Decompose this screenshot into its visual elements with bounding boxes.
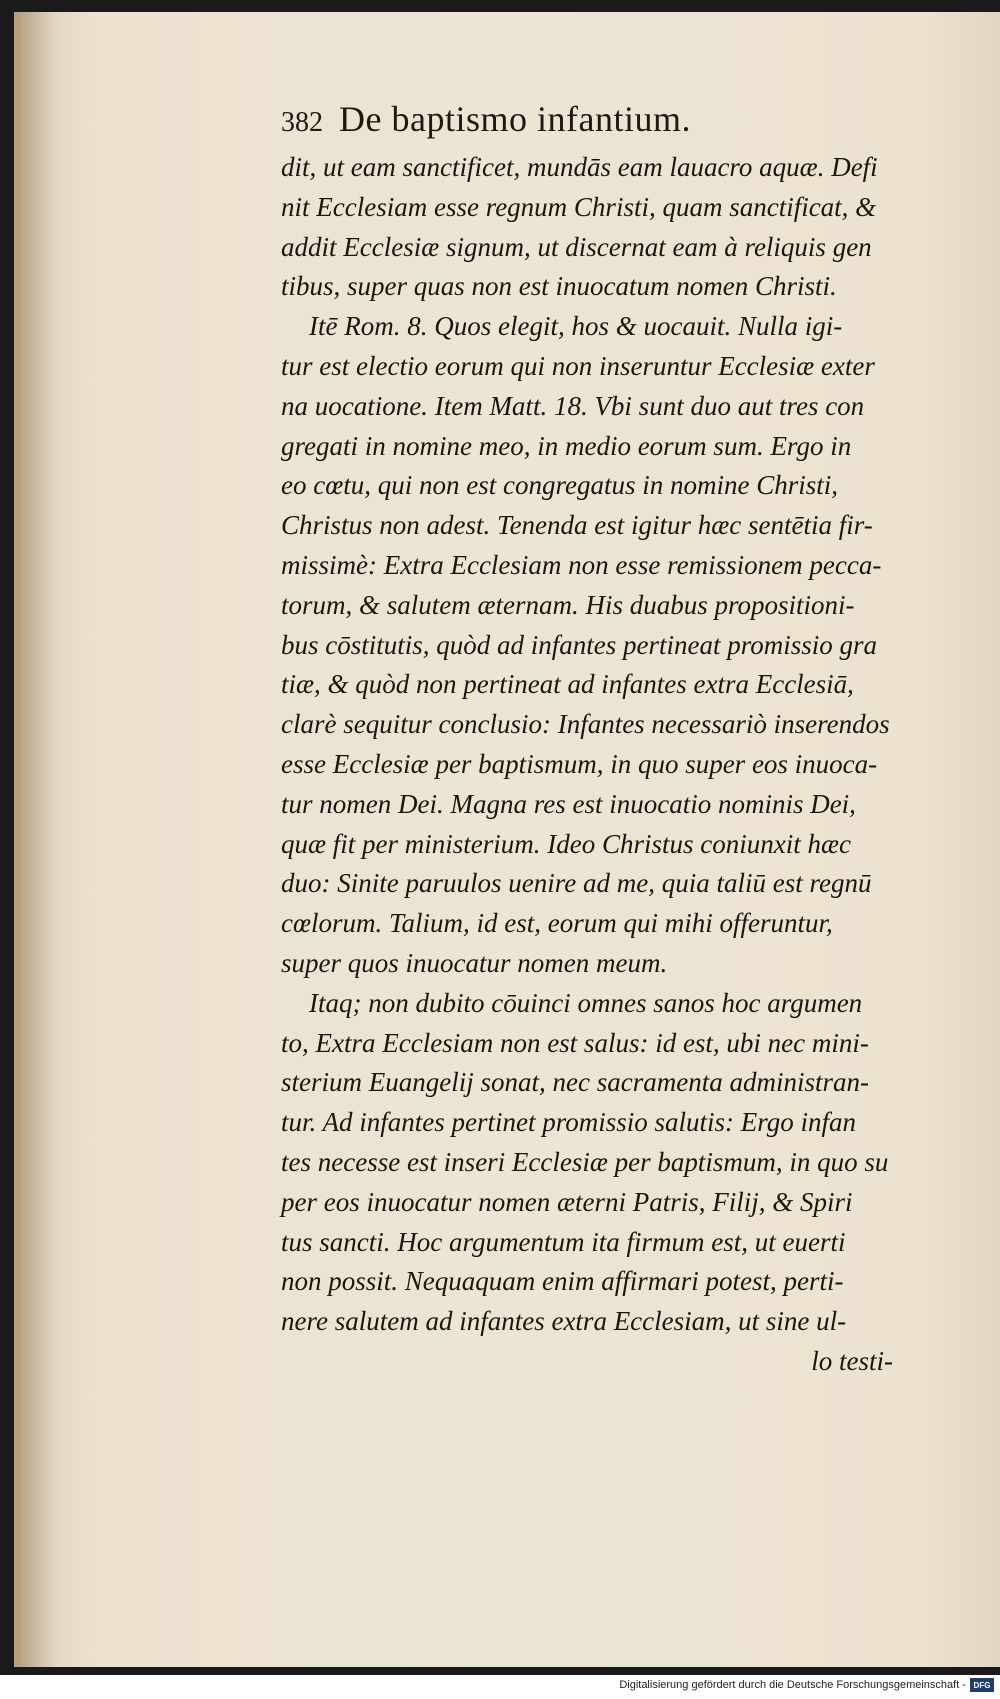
text-line: tibus, super quas non est inuocatum nomen Christi. — [281, 271, 837, 302]
text-line: addit Ecclesiæ signum, ut discernat eam à reliquis gen — [281, 231, 872, 262]
text-line: tur nomen Dei. Magna res est inuocatio nominis Dei, — [281, 788, 856, 819]
text-line: nere salutem ad infantes extra Ecclesiam, ut sine ul- — [281, 1306, 847, 1337]
page-number: 382 — [281, 107, 323, 138]
text-line: na uocatione. Item Matt. 18. Vbi sunt duo aut tres con — [281, 390, 865, 421]
text-line: missimè: Extra Ecclesiam non esse remissionem pecca- — [281, 549, 882, 580]
text-line: Itē Rom. 8. Quos elegit, hos & uocauit. Nulla igi- — [309, 311, 843, 342]
page-header — [281, 98, 881, 140]
text-line: tes necesse est inseri Ecclesiæ per baptismum, in quo su — [281, 1146, 889, 1177]
text-line: non possit. Nequaquam enim affirmari potest, perti- — [281, 1266, 844, 1297]
text-line: Itaq; non dubito cōuinci omnes sanos hoc argumen — [309, 987, 863, 1018]
text-line: nit Ecclesiam esse regnum Christi, quam sanctificat, & — [281, 191, 877, 222]
text-line: Christus non adest. Tenenda est igitur hæc sentētia fir- — [281, 510, 873, 541]
text-line: quæ fit per ministerium. Ideo Christus coniunxit hæc — [281, 828, 851, 859]
digitization-credit: Digitalisierung gefördert durch die Deutsche Forschungsgemeinschaft - — [619, 1679, 966, 1691]
text-line: to, Extra Ecclesiam non est salus: id est, ubi nec mini- — [281, 1027, 869, 1058]
text-line: tus sancti. Hoc argumentum ita firmum est, ut euerti — [281, 1226, 846, 1257]
text-line: torum, & salutem æternam. His duabus propositioni- — [281, 589, 855, 620]
text-line: clarè sequitur conclusio: Infantes necessariò inserendos — [281, 709, 890, 740]
text-line: tiæ, & quòd non pertineat ad infantes extra Ecclesiā, — [281, 669, 854, 700]
text-line: sterium Euangelij sonat, nec sacramenta administran- — [281, 1067, 869, 1098]
running-title: De baptismo infantium. — [339, 99, 691, 139]
text-line: super quos inuocatur nomen meum. — [281, 947, 668, 978]
text-line: tur est electio eorum qui non inseruntur Ecclesiæ exter — [281, 350, 875, 381]
text-line: per eos inuocatur nomen æterni Patris, Filij, & Spiri — [281, 1186, 853, 1217]
text-line: dit, ut eam sanctificet, mundās eam lauacro aquæ. Defi — [281, 152, 878, 182]
text-line: bus cōstitutis, quòd ad infantes pertineat promissio gra — [281, 629, 878, 660]
text-line: duo: Sinite paruulos uenire ad me, quia taliū est regnū — [281, 868, 872, 899]
body-text — [281, 148, 893, 1382]
text-line: lo testi- — [811, 1345, 893, 1376]
dfg-logo: DFG — [970, 1678, 994, 1692]
text-line: gregati in nomine meo, in medio eorum sum. Ergo in — [281, 430, 852, 461]
text-line: eo cœtu, qui non est congregatus in nomine Christi, — [281, 470, 838, 501]
text-line: tur. Ad infantes pertinet promissio salutis: Ergo infan — [281, 1107, 857, 1138]
text-line: esse Ecclesiæ per baptismum, in quo super eos inuoca- — [281, 748, 878, 779]
text-line: cœlorum. Talium, id est, eorum qui mihi offeruntur, — [281, 908, 833, 939]
